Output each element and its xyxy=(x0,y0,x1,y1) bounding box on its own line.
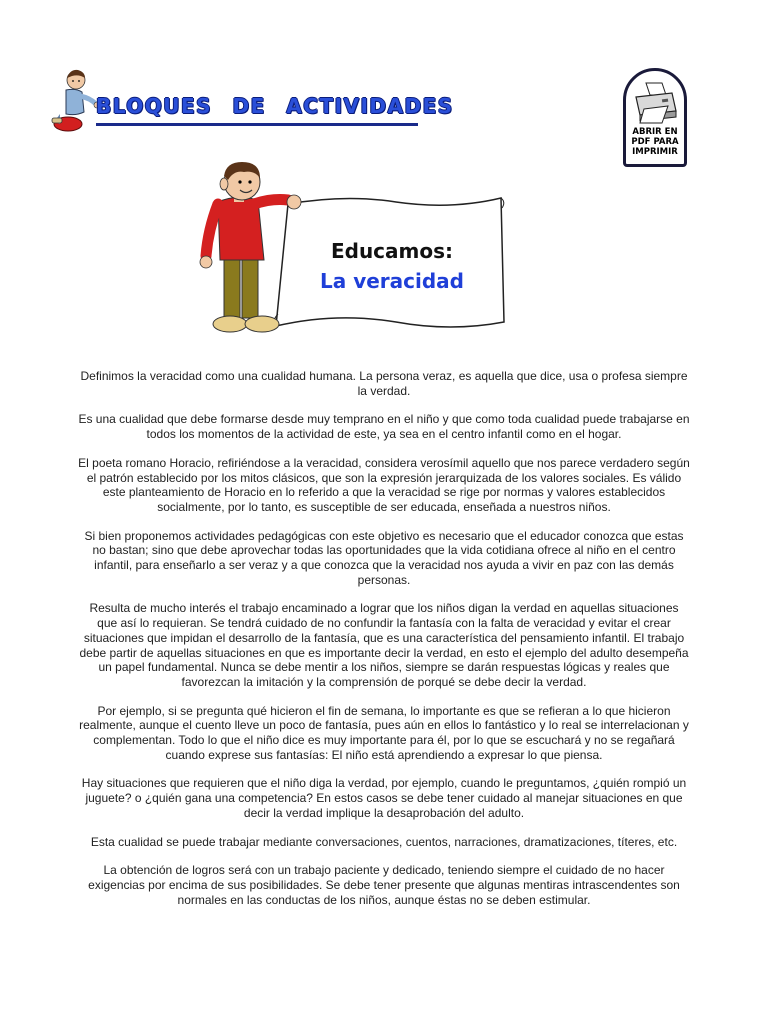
paragraph: Definimos la veracidad como una cualidad humana. La persona veraz, es aquella que dice, usa o profesa siempre la verdad. xyxy=(80,369,688,398)
open-pdf-button[interactable] xyxy=(623,68,687,167)
banner-heading xyxy=(282,236,502,296)
paragraph: Resulta de mucho interés el trabajo encaminado a lograr que los niños digan la verdad en aquellas situaciones que así lo requieran. Se tendrá cuidado de no confundir la fantasía con la falta de veracidad y evitar el crear situaciones que impidan el desarrollo de la fantasía, que es una característica del pensamiento infantil. El trabajo debe partir de aquellas situaciones en que es importante decir la verdad, en esto el ejemplo del adulto desempeña un papel fundamental. Nunca se debe mentir a los niños, siempre se darán respuestas lógicas y reales que favorezcan la imitación y la comprensión de porqué se debe decir la verdad. xyxy=(79,601,689,689)
title-underline xyxy=(96,123,418,126)
article-body xyxy=(78,369,690,921)
banner-title-line2: La veracidad xyxy=(319,269,464,293)
paragraph: Esta cualidad se puede trabajar mediante conversaciones, cuentos, narraciones, dramatizaciones, títeres, etc. xyxy=(90,834,678,849)
banner-title-line1: Educamos: xyxy=(330,239,454,263)
paragraph: Es una cualidad que debe formarse desde muy temprano en el niño y que como toda cualidad puede trabajarse en todos los momentos de la actividad de este, ya sea en el centro infantil como en el hogar. xyxy=(78,412,690,442)
page-title: BLOQUES DE ACTIVIDADES xyxy=(96,94,454,118)
pdf-button-label: ABRIR EN PDF PARA IMPRIMIR xyxy=(631,127,679,157)
paragraph: Si bien proponemos actividades pedagógicas con este objetivo es necesario que el educador conozca que estas no bastan; sino que debe aprovechar todas las oportunidades que la vida cotidiana ofrece al niño en el centro infantil, para enseñarlo a ser veraz y a que conozca que la veracidad nos ayuda a vivir en paz con las demás personas. xyxy=(84,528,684,587)
printer-icon xyxy=(632,81,680,125)
paragraph: El poeta romano Horacio, refiriéndose a la veracidad, considera verosímil aquello que nos parece verdadero según el patrón establecido por los mitos clásicos, que son la expresión jerarquizada de los valores sociales. Es válido este planteamiento de Horacio en lo referido a que la veracidad se rige por normas y valores establecidos socialmente, por lo tanto, es susceptible de ser educada, enseñada a nuestros niños. xyxy=(78,455,690,514)
paragraph: Por ejemplo, si se pregunta qué hicieron el fin de semana, lo importante es que se refieran a lo que hicieron realmente, aunque el cuento lleve un poco de fantasía, pues aún en ellos lo fantástico y lo real se interrelacionan y complementan. Todo lo que el niño dice es muy importante para él, por lo que se escuchará y no se regañará cuando exprese sus fantasías: El niño está aprendiendo a expresar lo que piensa. xyxy=(79,703,689,762)
paragraph: La obtención de logros será con un trabajo paciente y dedicado, teniendo siempre el cuidado de no hacer exigencias por encima de sus posibilidades. Se debe tener presente que algunas mentiras intrascendentes son normales en las conductas de los niños, aunque éstas no se deben estimular. xyxy=(88,863,680,907)
paragraph: Hay situaciones que requieren que el niño diga la verdad, por ejemplo, cuando le preguntamos, ¿quién rompió un juguete? o ¿quién gana una competencia? En estos casos se debe tener cuidado al manejar situaciones en que decir la verdad implique la desaprobación del adulto. xyxy=(81,776,687,820)
